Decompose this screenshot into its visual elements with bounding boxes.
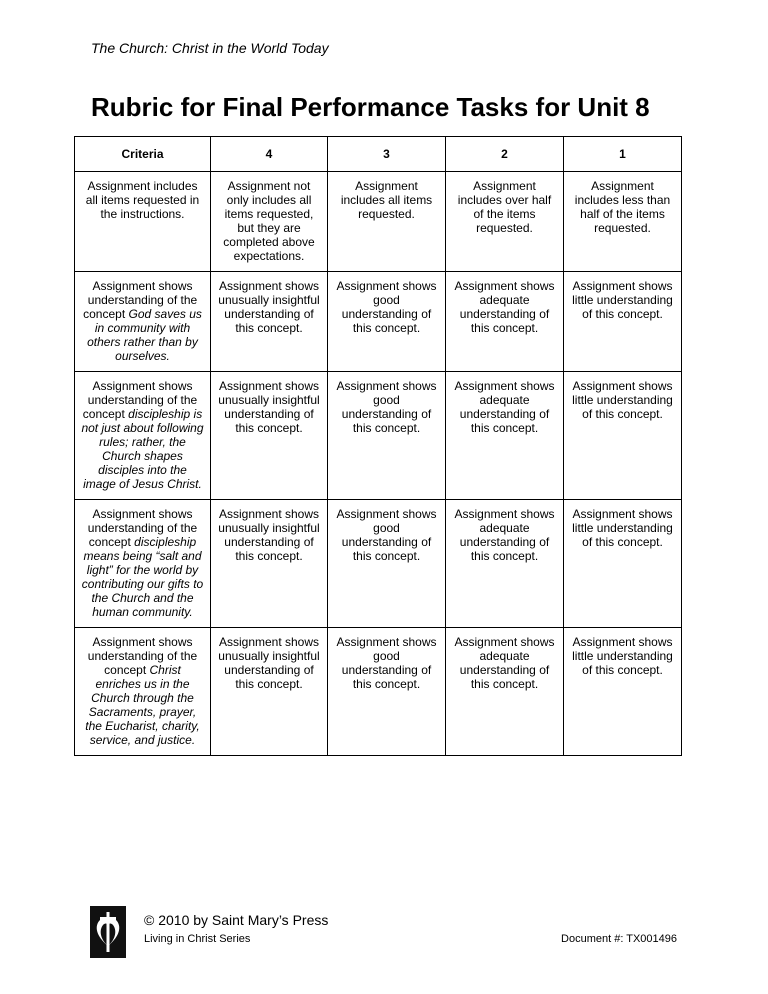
running-header: The Church: Christ in the World Today [91,40,329,56]
copyright: © 2010 by Saint Mary’s Press [144,912,329,928]
table-header-row [75,137,682,172]
score-cell-1: Assignment shows little understanding of this concept. [564,372,682,500]
saint-marys-press-logo-icon [90,906,126,958]
series-name: Living in Christ Series [144,933,251,945]
criteria-cell [75,272,211,372]
score-cell-3: Assignment shows good understanding of this concept. [328,628,446,756]
table-row [75,372,682,500]
table-row [75,272,682,372]
criteria-cell [75,500,211,628]
score-cell-4: Assignment not only includes all items requested, but they are completed above expectations. [211,172,328,272]
table-row [75,500,682,628]
score-cell-2: Assignment shows adequate understanding of this concept. [446,500,564,628]
score-cell-4: Assignment shows unusually insightful understanding of this concept. [211,500,328,628]
table-row [75,628,682,756]
table-row [75,172,682,272]
score-cell-4: Assignment shows unusually insightful understanding of this concept. [211,272,328,372]
document-number: Document #: TX001496 [561,933,677,945]
criteria-cell [75,372,211,500]
score-cell-3: Assignment shows good understanding of this concept. [328,500,446,628]
criteria-concept: Christ enriches us in the Church through the Sacraments, prayer, the Eucharist, charity, service, and justice. [85,663,200,747]
column-header: 2 [446,137,564,172]
criteria-text: Assignment shows understanding of the concept [83,279,198,321]
score-cell-1: Assignment shows little understanding of this concept. [564,628,682,756]
score-cell-2: Assignment includes over half of the items requested. [446,172,564,272]
score-cell-4: Assignment shows unusually insightful understanding of this concept. [211,372,328,500]
score-cell-2: Assignment shows adequate understanding of this concept. [446,272,564,372]
score-cell-4: Assignment shows unusually insightful understanding of this concept. [211,628,328,756]
rubric-table [74,136,682,756]
score-cell-1: Assignment includes less than half of the items requested. [564,172,682,272]
score-cell-3: Assignment shows good understanding of this concept. [328,372,446,500]
column-header: Criteria [75,137,211,172]
criteria-concept: God saves us in community with others rather than by ourselves. [87,307,202,363]
score-cell-3: Assignment shows good understanding of this concept. [328,272,446,372]
score-cell-3: Assignment includes all items requested. [328,172,446,272]
criteria-concept: discipleship is not just about following rules; rather, the Church shapes disciples into the image of Jesus Christ. [81,407,204,491]
score-cell-2: Assignment shows adequate understanding of this concept. [446,372,564,500]
criteria-concept: discipleship means being “salt and light” for the world by contributing our gifts to the Church and the human community. [81,535,204,619]
column-header: 3 [328,137,446,172]
criteria-text: Assignment shows understanding of the concept [87,635,198,677]
score-cell-1: Assignment shows little understanding of this concept. [564,500,682,628]
criteria-cell [75,628,211,756]
criteria-cell [75,172,211,272]
score-cell-2: Assignment shows adequate understanding of this concept. [446,628,564,756]
criteria-text: Assignment shows understanding of the concept [82,379,198,421]
criteria-text: Assignment shows understanding of the concept [87,507,198,549]
column-header: 1 [564,137,682,172]
column-header: 4 [211,137,328,172]
page-title: Rubric for Final Performance Tasks for Unit 8 [91,92,650,122]
criteria-text: Assignment includes all items requested in the instructions. [85,179,200,221]
score-cell-1: Assignment shows little understanding of this concept. [564,272,682,372]
